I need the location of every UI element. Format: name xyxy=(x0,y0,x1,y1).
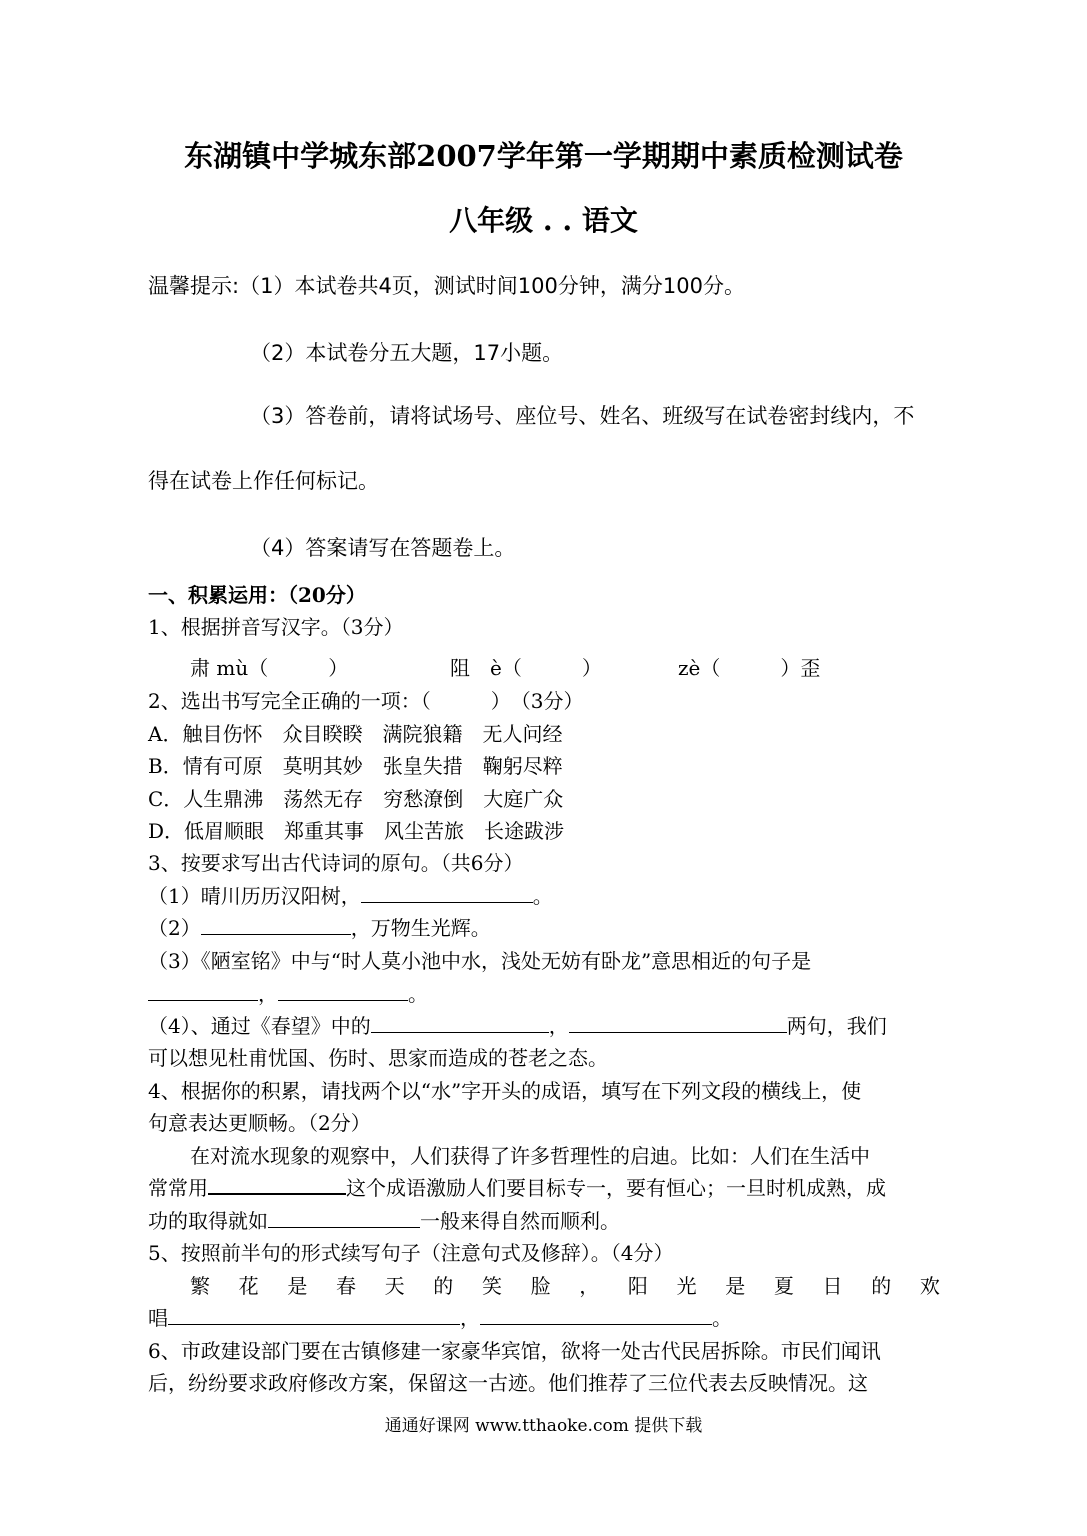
q5-char: 脸 xyxy=(530,1274,551,1298)
answer-blank xyxy=(278,982,408,1001)
q3-l4-text: （4）、通过《春望》中的 xyxy=(148,1014,371,1038)
q5-char: 夏 xyxy=(773,1274,794,1298)
q5-l2-sep: ， xyxy=(460,1306,480,1330)
q4-para-2 xyxy=(148,1172,886,1201)
answer-blank xyxy=(371,1014,549,1033)
q2-option-a: A．触目伤怀 众目睽睽 满院狼籍 无人问经 xyxy=(148,722,563,746)
q5-char: 的 xyxy=(433,1274,454,1298)
page-title: 东湖镇中学城东部2007学年第一学期期中素质检测试卷 xyxy=(184,139,903,173)
q1-item-c: zè（ ）歪 xyxy=(678,656,821,680)
tip-4: （4）答案请写在答题卷上。 xyxy=(250,536,516,560)
q5-char: 天 xyxy=(384,1274,405,1298)
tip-3a: （3）答卷前，请将试场号、座位号、姓名、班级写在试卷密封线内，不 xyxy=(250,404,915,428)
q4-p2-text: 常常用 xyxy=(148,1176,208,1200)
answer-blank xyxy=(201,916,351,935)
q5-char: 光 xyxy=(676,1274,697,1298)
answer-blank xyxy=(168,1306,460,1325)
q5-char: 阳 xyxy=(627,1274,648,1298)
q3-stem: 3、按要求写出古代诗词的原句。（共6分） xyxy=(148,851,524,875)
q3-line-3b xyxy=(148,978,428,1007)
section-heading-1: 一、积累运用：（20分） xyxy=(148,583,366,607)
page-subtitle: 八年级 . . 语文 xyxy=(449,204,638,237)
q5-l2-end: 。 xyxy=(712,1306,732,1330)
q5-char: 花 xyxy=(238,1274,259,1298)
q3-l3b-sep: ， xyxy=(258,982,278,1006)
q3-l1-end: 。 xyxy=(532,884,553,908)
q5-char: ， xyxy=(579,1274,600,1298)
q3-line-4 xyxy=(148,1010,887,1039)
q2-stem: 2、选出书写完全正确的一项：（ ） （3分） xyxy=(148,689,584,713)
q3-line-3: （3）《陋室铭》中与“时人莫小池中水，浅处无妨有卧龙”意思相近的句子是 xyxy=(148,949,812,973)
q2-option-c: C．人生鼎沸 荡然无存 穷愁潦倒 大庭广众 xyxy=(148,787,564,811)
answer-blank xyxy=(361,884,533,903)
q4-p3-text-b: 一般来得自然而顺利。 xyxy=(420,1209,620,1233)
q1-stem: 1、根据拼音写汉字。（3分） xyxy=(148,615,404,639)
answer-blank xyxy=(208,1175,346,1195)
q4-p2-text-b: 这个成语激励人们要目标专一，要有恒心；一旦时机成熟，成 xyxy=(346,1176,886,1200)
q5-char: 的 xyxy=(871,1274,892,1298)
tip-line-1 xyxy=(148,270,745,300)
tip-1: （1）本试卷共4页，测试时间100分钟，满分100分。 xyxy=(239,274,745,298)
q3-line-1 xyxy=(148,880,553,909)
q5-l2-text: 唱 xyxy=(148,1306,168,1330)
q1-item-b: 阻 è（ ） xyxy=(450,656,602,680)
q5-char: 日 xyxy=(822,1274,843,1298)
q5-char: 繁 xyxy=(190,1274,210,1298)
q3-line-4c: 可以想见杜甫忧国、伤时、思家而造成的苍老之态。 xyxy=(148,1046,608,1070)
q5-char: 欢 xyxy=(919,1274,940,1298)
q5-stem: 5、按照前半句的形式续写句子（注意句式及修辞）。（4分） xyxy=(148,1241,674,1265)
tip-2: （2）本试卷分五大题，17小题。 xyxy=(250,341,564,365)
q5-char: 笑 xyxy=(481,1274,502,1298)
answer-blank xyxy=(148,982,258,1001)
q2-option-d: D．低眉顺眼 郑重其事 风尘苦旅 长途跋涉 xyxy=(148,819,565,843)
q4-para-1: 在对流水现象的观察中，人们获得了许多哲理性的启迪。比如：人们在生活中 xyxy=(190,1144,870,1168)
q4-para-3 xyxy=(148,1205,620,1234)
q5-line-2 xyxy=(148,1302,732,1331)
q4-stem-2: 句意表达更顺畅。（2分） xyxy=(148,1111,371,1135)
q4-p3-text: 功的取得就如 xyxy=(148,1209,268,1233)
q3-l2-text: （2） xyxy=(148,916,201,940)
q3-l4-sep: ， xyxy=(548,1014,569,1038)
q5-char: 是 xyxy=(287,1274,308,1298)
answer-blank xyxy=(480,1306,712,1325)
q3-l4-text-b: 两句，我们 xyxy=(786,1014,887,1038)
q6-line-2: 后，纷纷要求政府修改方案，保留这一古迹。他们推荐了三位代表去反映情况。这 xyxy=(148,1371,868,1395)
page-footer: 通通好课网 www.tthaoke.com 提供下载 xyxy=(384,1416,703,1436)
q2-option-b: B．情有可原 莫明其妙 张皇失措 鞠躬尽粹 xyxy=(148,754,563,778)
q3-line-2 xyxy=(148,912,491,941)
q1-item-a: 肃 mù（ ） xyxy=(190,656,349,680)
answer-blank xyxy=(268,1209,420,1228)
q3-l2-end: ，万物生光辉。 xyxy=(350,916,491,940)
q3-l1-text: （1）晴川历历汉阳树， xyxy=(148,884,361,908)
q4-stem-1: 4、根据你的积累，请找两个以“水”字开头的成语，填写在下列文段的横线上，使 xyxy=(148,1079,862,1103)
q5-char: 春 xyxy=(335,1274,356,1298)
q5-line-1 xyxy=(190,1270,940,1299)
q5-char: 是 xyxy=(725,1274,746,1298)
q6-line-1: 6、市政建设部门要在古镇修建一家豪华宾馆，欲将一处古代民居拆除。市民们闻讯 xyxy=(148,1339,881,1363)
q3-l3b-end: 。 xyxy=(408,982,428,1006)
answer-blank xyxy=(569,1014,787,1033)
tip-3b: 得在试卷上作任何标记。 xyxy=(148,469,379,493)
tip-label: 温馨提示: xyxy=(148,274,240,298)
